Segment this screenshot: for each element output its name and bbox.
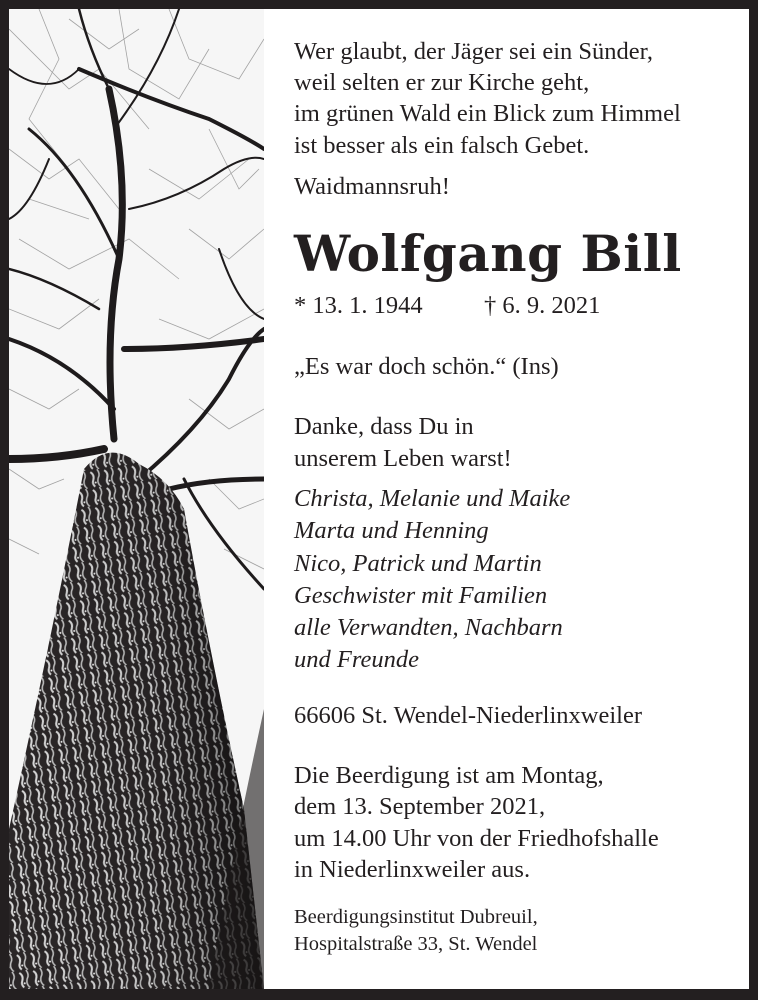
mourner-line: Nico, Patrick und Martin xyxy=(294,550,542,577)
tree-image xyxy=(9,9,264,989)
undertaker-line: Beerdigungsinstitut Dubreuil, xyxy=(294,906,538,928)
mourner-line: Christa, Melanie und Maike xyxy=(294,485,571,512)
mourner-line: und Freunde xyxy=(294,646,419,673)
funeral-line: um 14.00 Uhr von der Friedhofshalle xyxy=(294,825,659,852)
poem-line: im grünen Wald ein Blick zum Himmel xyxy=(294,100,681,127)
obituary-card xyxy=(9,9,749,989)
undertaker-line: Hospitalstraße 33, St. Wendel xyxy=(294,933,538,955)
mourner-line: Geschwister mit Familien xyxy=(294,582,548,609)
thanks-line: Danke, dass Du in xyxy=(294,413,474,440)
death-date: † 6. 9. 2021 xyxy=(484,292,601,319)
funeral-line: Die Beerdigung ist am Montag, xyxy=(294,762,604,789)
funeral-line: dem 13. September 2021, xyxy=(294,793,546,820)
quote: „Es war doch schön.“ (Ins) xyxy=(294,353,559,380)
poem-line: weil selten er zur Kirche geht, xyxy=(294,69,590,96)
mourner-line: Marta und Henning xyxy=(294,517,489,544)
poem-line: ist besser als ein falsch Gebet. xyxy=(294,132,590,159)
poem-line: Wer glaubt, der Jäger sei ein Sünder, xyxy=(294,38,653,65)
thanks-line: unserem Leben warst! xyxy=(294,445,512,472)
life-dates xyxy=(294,290,600,321)
birth-date: * 13. 1. 1944 xyxy=(294,292,423,319)
location: 66606 St. Wendel-Niederlinxweiler xyxy=(294,702,642,729)
mourner-line: alle Verwandten, Nachbarn xyxy=(294,614,563,641)
deceased-name: Wolfgang Bill xyxy=(294,224,682,283)
poem-closing: Waidmannsruh! xyxy=(294,173,450,200)
tree-photo xyxy=(9,9,264,989)
funeral-line: in Niederlinxweiler aus. xyxy=(294,856,531,883)
